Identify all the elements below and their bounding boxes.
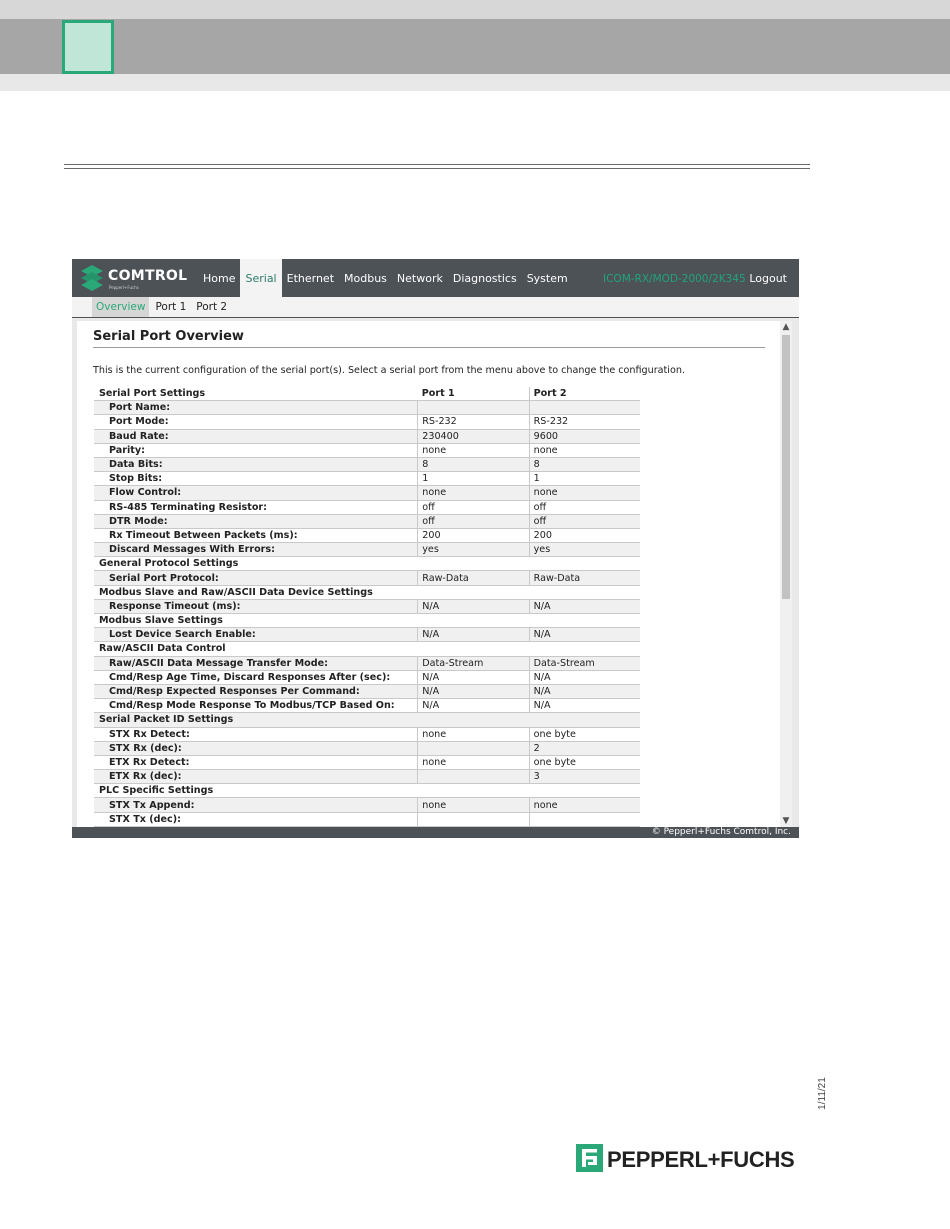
page-title: Serial Port Overview (93, 329, 244, 344)
table-row (94, 543, 640, 557)
section-row (94, 585, 640, 599)
section-label: Raw/ASCII Data Control (94, 642, 640, 656)
setting-label: STX Rx Detect: (94, 727, 418, 741)
nav-item-network[interactable]: Network (396, 272, 443, 285)
table-row (94, 684, 640, 698)
port1-value (418, 770, 529, 784)
table-row (94, 514, 640, 528)
port1-value: N/A (418, 628, 529, 642)
section-row (94, 713, 640, 727)
logout-link[interactable]: Logout (749, 272, 787, 285)
port2-value: one byte (529, 755, 640, 769)
port2-value (529, 812, 640, 826)
port1-value: N/A (418, 684, 529, 698)
table-row (94, 798, 640, 812)
setting-label: Port Name: (94, 401, 418, 415)
port2-value: Raw-Data (529, 571, 640, 585)
port2-value: off (529, 500, 640, 514)
setting-label: Parity: (94, 443, 418, 457)
title-rule (93, 347, 765, 348)
port2-value: N/A (529, 670, 640, 684)
port1-value: off (418, 514, 529, 528)
port2-value: Data-Stream (529, 656, 640, 670)
table-row (94, 486, 640, 500)
setting-label: Port Mode: (94, 415, 418, 429)
setting-label: DTR Mode: (94, 514, 418, 528)
setting-label: ETX Rx (dec): (94, 770, 418, 784)
comtrol-logo (80, 264, 200, 292)
table-row (94, 755, 640, 769)
table-header-row (94, 387, 640, 401)
page-rule (64, 168, 810, 169)
device-name: ICOM-RX/MOD-2000/2K345 (603, 273, 746, 285)
port1-value: none (418, 486, 529, 500)
section-row (94, 784, 640, 798)
table-row (94, 429, 640, 443)
setting-label: Raw/ASCII Data Message Transfer Mode: (94, 656, 418, 670)
vertical-scrollbar[interactable] (780, 321, 792, 827)
table-row (94, 741, 640, 755)
web-ui-screenshot (72, 259, 799, 838)
port1-value: N/A (418, 670, 529, 684)
table-row (94, 599, 640, 613)
port2-value: N/A (529, 699, 640, 713)
section-label: General Protocol Settings (94, 557, 640, 571)
port1-value: N/A (418, 599, 529, 613)
port1-value: N/A (418, 699, 529, 713)
setting-label: Discard Messages With Errors: (94, 543, 418, 557)
scroll-down-arrow-icon[interactable]: ▼ (782, 816, 790, 826)
port1-value: RS-232 (418, 415, 529, 429)
port2-value: 2 (529, 741, 640, 755)
main-nav (198, 259, 573, 297)
port2-value: 8 (529, 457, 640, 471)
table-row (94, 415, 640, 429)
section-row (94, 557, 640, 571)
table-row (94, 656, 640, 670)
table-row (94, 670, 640, 684)
port2-value: off (529, 514, 640, 528)
page-marker-square (62, 20, 114, 74)
sub-nav-items (92, 297, 233, 317)
section-label: Modbus Slave and Raw/ASCII Data Device Settings (94, 585, 640, 599)
setting-label: Stop Bits: (94, 472, 418, 486)
nav-item-home[interactable]: Home (203, 272, 236, 285)
section-label: Modbus Slave Settings (94, 614, 640, 628)
section-row (94, 614, 640, 628)
port1-value: off (418, 500, 529, 514)
brand-subtitle: Pepperl+Fuchs (109, 285, 139, 290)
page-header-top-strip (0, 0, 950, 19)
page-header-bottom-band (0, 74, 950, 91)
setting-label: Flow Control: (94, 486, 418, 500)
sub-nav (72, 297, 799, 318)
port2-value: none (529, 486, 640, 500)
table-row (94, 401, 640, 415)
port1-value: 1 (418, 472, 529, 486)
overview-panel (77, 321, 780, 827)
nav-item-system[interactable]: System (526, 272, 568, 285)
scroll-up-arrow-icon[interactable]: ▲ (782, 322, 790, 332)
table-row (94, 727, 640, 741)
port1-value: 230400 (418, 429, 529, 443)
setting-label: Baud Rate: (94, 429, 418, 443)
setting-label: Rx Timeout Between Packets (ms): (94, 528, 418, 542)
header-cell: Port 2 (529, 387, 640, 401)
app-footer (72, 827, 799, 838)
nav-item-diagnostics[interactable]: Diagnostics (452, 272, 517, 285)
table-row (94, 571, 640, 585)
section-label: Serial Packet ID Settings (94, 713, 640, 727)
top-navbar (72, 259, 799, 297)
table-row (94, 500, 640, 514)
scroll-thumb[interactable] (782, 335, 790, 599)
table-row (94, 443, 640, 457)
setting-label: STX Tx (dec): (94, 812, 418, 826)
port2-value: 200 (529, 528, 640, 542)
comtrol-logo-icon (80, 264, 104, 292)
table-row (94, 528, 640, 542)
subnav-item-overview[interactable]: Overview (92, 297, 149, 317)
page-rule (64, 164, 810, 165)
table-row (94, 628, 640, 642)
table-row (94, 699, 640, 713)
setting-label: ETX Rx Detect: (94, 755, 418, 769)
table-row (94, 770, 640, 784)
setting-label: RS-485 Terminating Resistor: (94, 500, 418, 514)
setting-label: STX Rx (dec): (94, 741, 418, 755)
section-row (94, 642, 640, 656)
header-cell: Port 1 (418, 387, 529, 401)
date-text: 1/11/21 (816, 1077, 828, 1110)
port1-value: 200 (418, 528, 529, 542)
subnav-item-port-1[interactable]: Port 1 (155, 301, 187, 313)
port1-value: 8 (418, 457, 529, 471)
nav-item-modbus[interactable]: Modbus (344, 272, 387, 285)
port2-value: RS-232 (529, 415, 640, 429)
port1-value: yes (418, 543, 529, 557)
table-row (94, 812, 640, 826)
port2-value: 9600 (529, 429, 640, 443)
port2-value: 1 (529, 472, 640, 486)
port1-value: none (418, 798, 529, 812)
brand-name: COMTROL (108, 268, 188, 284)
port1-value: none (418, 755, 529, 769)
port2-value: one byte (529, 727, 640, 741)
setting-label: Serial Port Protocol: (94, 571, 418, 585)
setting-label: Data Bits: (94, 457, 418, 471)
subnav-item-port-2[interactable]: Port 2 (196, 301, 228, 313)
setting-label: STX Tx Append: (94, 798, 418, 812)
port1-value: Data-Stream (418, 656, 529, 670)
setting-label: Cmd/Resp Expected Responses Per Command: (94, 684, 418, 698)
header-cell: Serial Port Settings (94, 387, 418, 401)
serial-port-settings-table (94, 387, 640, 827)
setting-label: Response Timeout (ms): (94, 599, 418, 613)
nav-item-ethernet[interactable]: Ethernet (286, 272, 335, 285)
pf-mark-icon (576, 1144, 603, 1172)
port1-value: none (418, 727, 529, 741)
table-row (94, 472, 640, 486)
page-date (812, 1078, 838, 1108)
page-header-band (0, 19, 950, 74)
port2-value: N/A (529, 599, 640, 613)
table-row (94, 457, 640, 471)
setting-label: Lost Device Search Enable: (94, 628, 418, 642)
setting-label: Cmd/Resp Mode Response To Modbus/TCP Based On: (94, 699, 418, 713)
nav-item-serial[interactable]: Serial (240, 259, 281, 297)
setting-label: Cmd/Resp Age Time, Discard Responses After (sec): (94, 670, 418, 684)
port2-value (529, 401, 640, 415)
pepperl-fuchs-logo-icon (576, 1144, 603, 1172)
section-label: PLC Specific Settings (94, 784, 640, 798)
port2-value: N/A (529, 628, 640, 642)
content-area (72, 318, 799, 827)
port2-value: N/A (529, 684, 640, 698)
port2-value: yes (529, 543, 640, 557)
port2-value: none (529, 798, 640, 812)
intro-text: This is the current configuration of the serial port(s). Select a serial port from the menu above to change the configuration. (93, 365, 685, 376)
port2-value: none (529, 443, 640, 457)
port1-value (418, 741, 529, 755)
port1-value (418, 401, 529, 415)
port1-value: Raw-Data (418, 571, 529, 585)
port1-value (418, 812, 529, 826)
copyright-text: © Pepperl+Fuchs Comtrol, Inc. (651, 827, 791, 837)
port2-value: 3 (529, 770, 640, 784)
company-logo-text: PEPPERL+FUCHS (607, 1147, 795, 1172)
port1-value: none (418, 443, 529, 457)
